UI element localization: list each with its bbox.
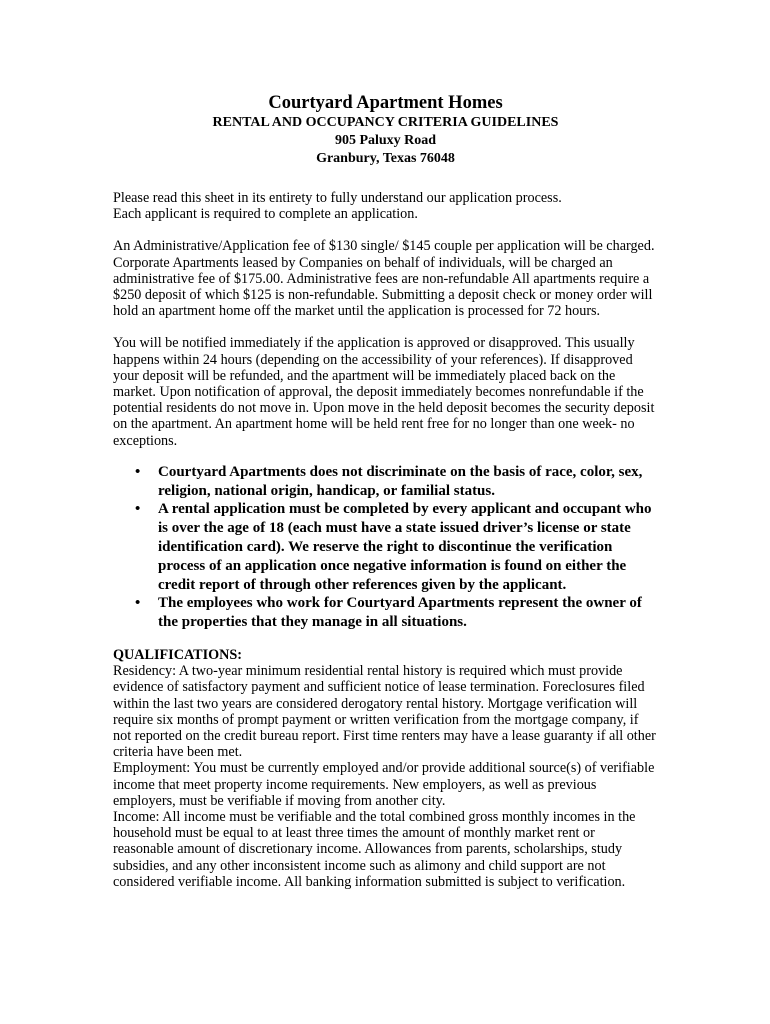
- intro-paragraph: [113, 190, 658, 222]
- address-street: 905 Paluxy Road: [334, 133, 437, 148]
- bullet-icon: •: [135, 595, 141, 612]
- policy-bullet-list: [113, 463, 658, 632]
- list-item: [113, 463, 658, 501]
- income-paragraph: Income: All income must be verifiable and the total combined gross monthly incomes in the household must be equal to at least three times the amount of monthly market rent or reasonable amount of discretionary income. Allowances from parents, scholarships, study subsidies, and any other inconsistent income such as alimony and child support are not considered verifiable income. All banking information submitted is subject to verification.: [113, 809, 636, 890]
- fees-paragraph: An Administrative/Application fee of $130 single/ $145 couple per application will be charged. Corporate Apartments leased by Companies on behalf of individuals, will be charged an administrative fee of $175.00. Administrative fees are non-refundable All apartments require a $250 deposit of which $125 is non-refundable. Submitting a deposit check or money order will hold an apartment home off the market until the application is processed for 72 hours.: [113, 238, 655, 320]
- document-subtitle: RENTAL AND OCCUPANCY CRITERIA GUIDELINES: [212, 115, 559, 130]
- bullet-icon: •: [135, 501, 141, 518]
- list-item: [113, 500, 658, 594]
- residency-paragraph: Residency: A two-year minimum residential rental history is required which must provide evidence of satisfactory payment and sufficient notice of lease termination. Foreclosures filed within the last two years are considered derogatory rental history. Mortgage verification will require six months of prompt payment or written verification from the mortgage company, if not reported on the credit bureau report. First time renters may have a lease guaranty if all other criteria have been met.: [113, 663, 656, 761]
- address-city: Granbury, Texas 76048: [316, 151, 455, 166]
- qualifications-heading: QUALIFICATIONS:: [113, 647, 243, 664]
- notification-paragraph: You will be notified immediately if the application is approved or disapproved. This usually happens within 24 hours (depending on the accessibility of your references). If disapproved your deposit will be refunded, and the apartment will be immediately placed back on the market. Upon notification of approval, the deposit immediately becomes nonrefundable if the potential residents do not move in. Upon move in the held deposit becomes the security deposit on the apartment. An apartment home will be held rent free for no longer than one week- no exceptions.: [113, 335, 655, 449]
- bullet-text: The employees who work for Courtyard Apartments represent the owner of the properties that they manage in all situations.: [158, 595, 642, 631]
- bullet-text: A rental application must be completed by every applicant and occupant who is over the age of 18 (each must have a state issued driver’s license or state identification card). We reserve the right to discontinue the verification process of an application once negative information is found on either the credit report of through other references given by the applicant.: [158, 501, 652, 593]
- bullet-icon: •: [135, 463, 141, 480]
- employment-paragraph: Employment: You must be currently employed and/or provide additional source(s) of verifiable income that meet property income requirements. New employers, as well as previous employers, must be verifiable if moving from another city.: [113, 760, 655, 809]
- intro-line-2: Each applicant is required to complete an application.: [113, 206, 418, 223]
- document-body: [113, 92, 658, 890]
- document-title: Courtyard Apartment Homes: [268, 93, 503, 113]
- bullet-text: Courtyard Apartments does not discriminate on the basis of race, color, sex, religion, national origin, handicap, or familial status.: [158, 463, 643, 499]
- intro-line-1: Please read this sheet in its entirety to fully understand our application process.: [113, 190, 562, 206]
- list-item: [113, 594, 658, 632]
